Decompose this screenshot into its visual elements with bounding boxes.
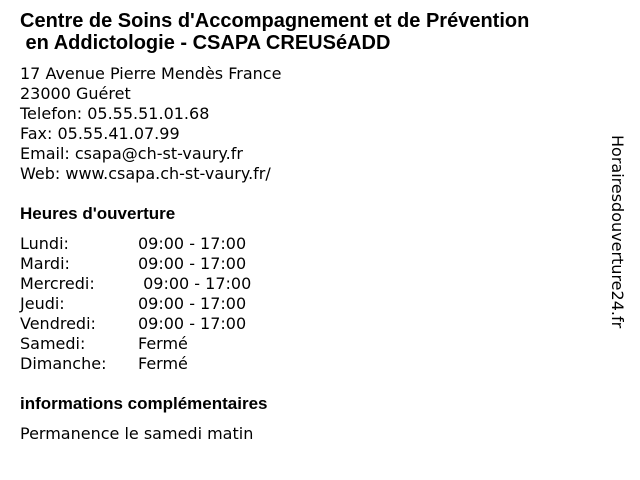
website-address: Web: www.csapa.ch-st-vaury.fr/ — [20, 164, 271, 183]
day-label: Dimanche: — [20, 354, 107, 373]
time-value: 09:00 - 17:00 — [138, 314, 247, 333]
time-value: 09:00 - 17:00 — [138, 274, 252, 293]
watermark-brand: Horairesdouverture24.fr — [608, 135, 627, 329]
day-label: Mercredi: — [20, 274, 95, 293]
address-city: 23000 Guéret — [20, 84, 131, 103]
time-value: Fermé — [138, 334, 188, 353]
time-value: 09:00 - 17:00 — [138, 234, 247, 253]
phone-number: Telefon: 05.55.51.01.68 — [20, 104, 210, 123]
title-line-2: en Addictologie - CSAPA CREUSéADD — [20, 32, 391, 54]
day-label: Samedi: — [20, 334, 86, 353]
fax-number: Fax: 05.55.41.07.99 — [20, 124, 180, 143]
day-label: Lundi: — [20, 234, 69, 253]
additional-info-heading: informations complémentaires — [20, 394, 268, 413]
time-value: Fermé — [138, 354, 188, 373]
day-label: Mardi: — [20, 254, 70, 273]
day-label: Vendredi: — [20, 314, 96, 333]
time-value: 09:00 - 17:00 — [138, 254, 247, 273]
title-line-1: Centre de Soins d'Accompagnement et de Prévention — [20, 10, 530, 32]
email-address: Email: csapa@ch-st-vaury.fr — [20, 144, 243, 163]
page-title — [20, 10, 620, 54]
address-block — [20, 64, 281, 184]
day-label: Jeudi: — [20, 294, 65, 313]
address-street: 17 Avenue Pierre Mendès France — [20, 64, 282, 83]
opening-hours-heading: Heures d'ouverture — [20, 204, 176, 223]
time-value: 09:00 - 17:00 — [138, 294, 247, 313]
additional-info-text: Permanence le samedi matin — [20, 424, 254, 443]
